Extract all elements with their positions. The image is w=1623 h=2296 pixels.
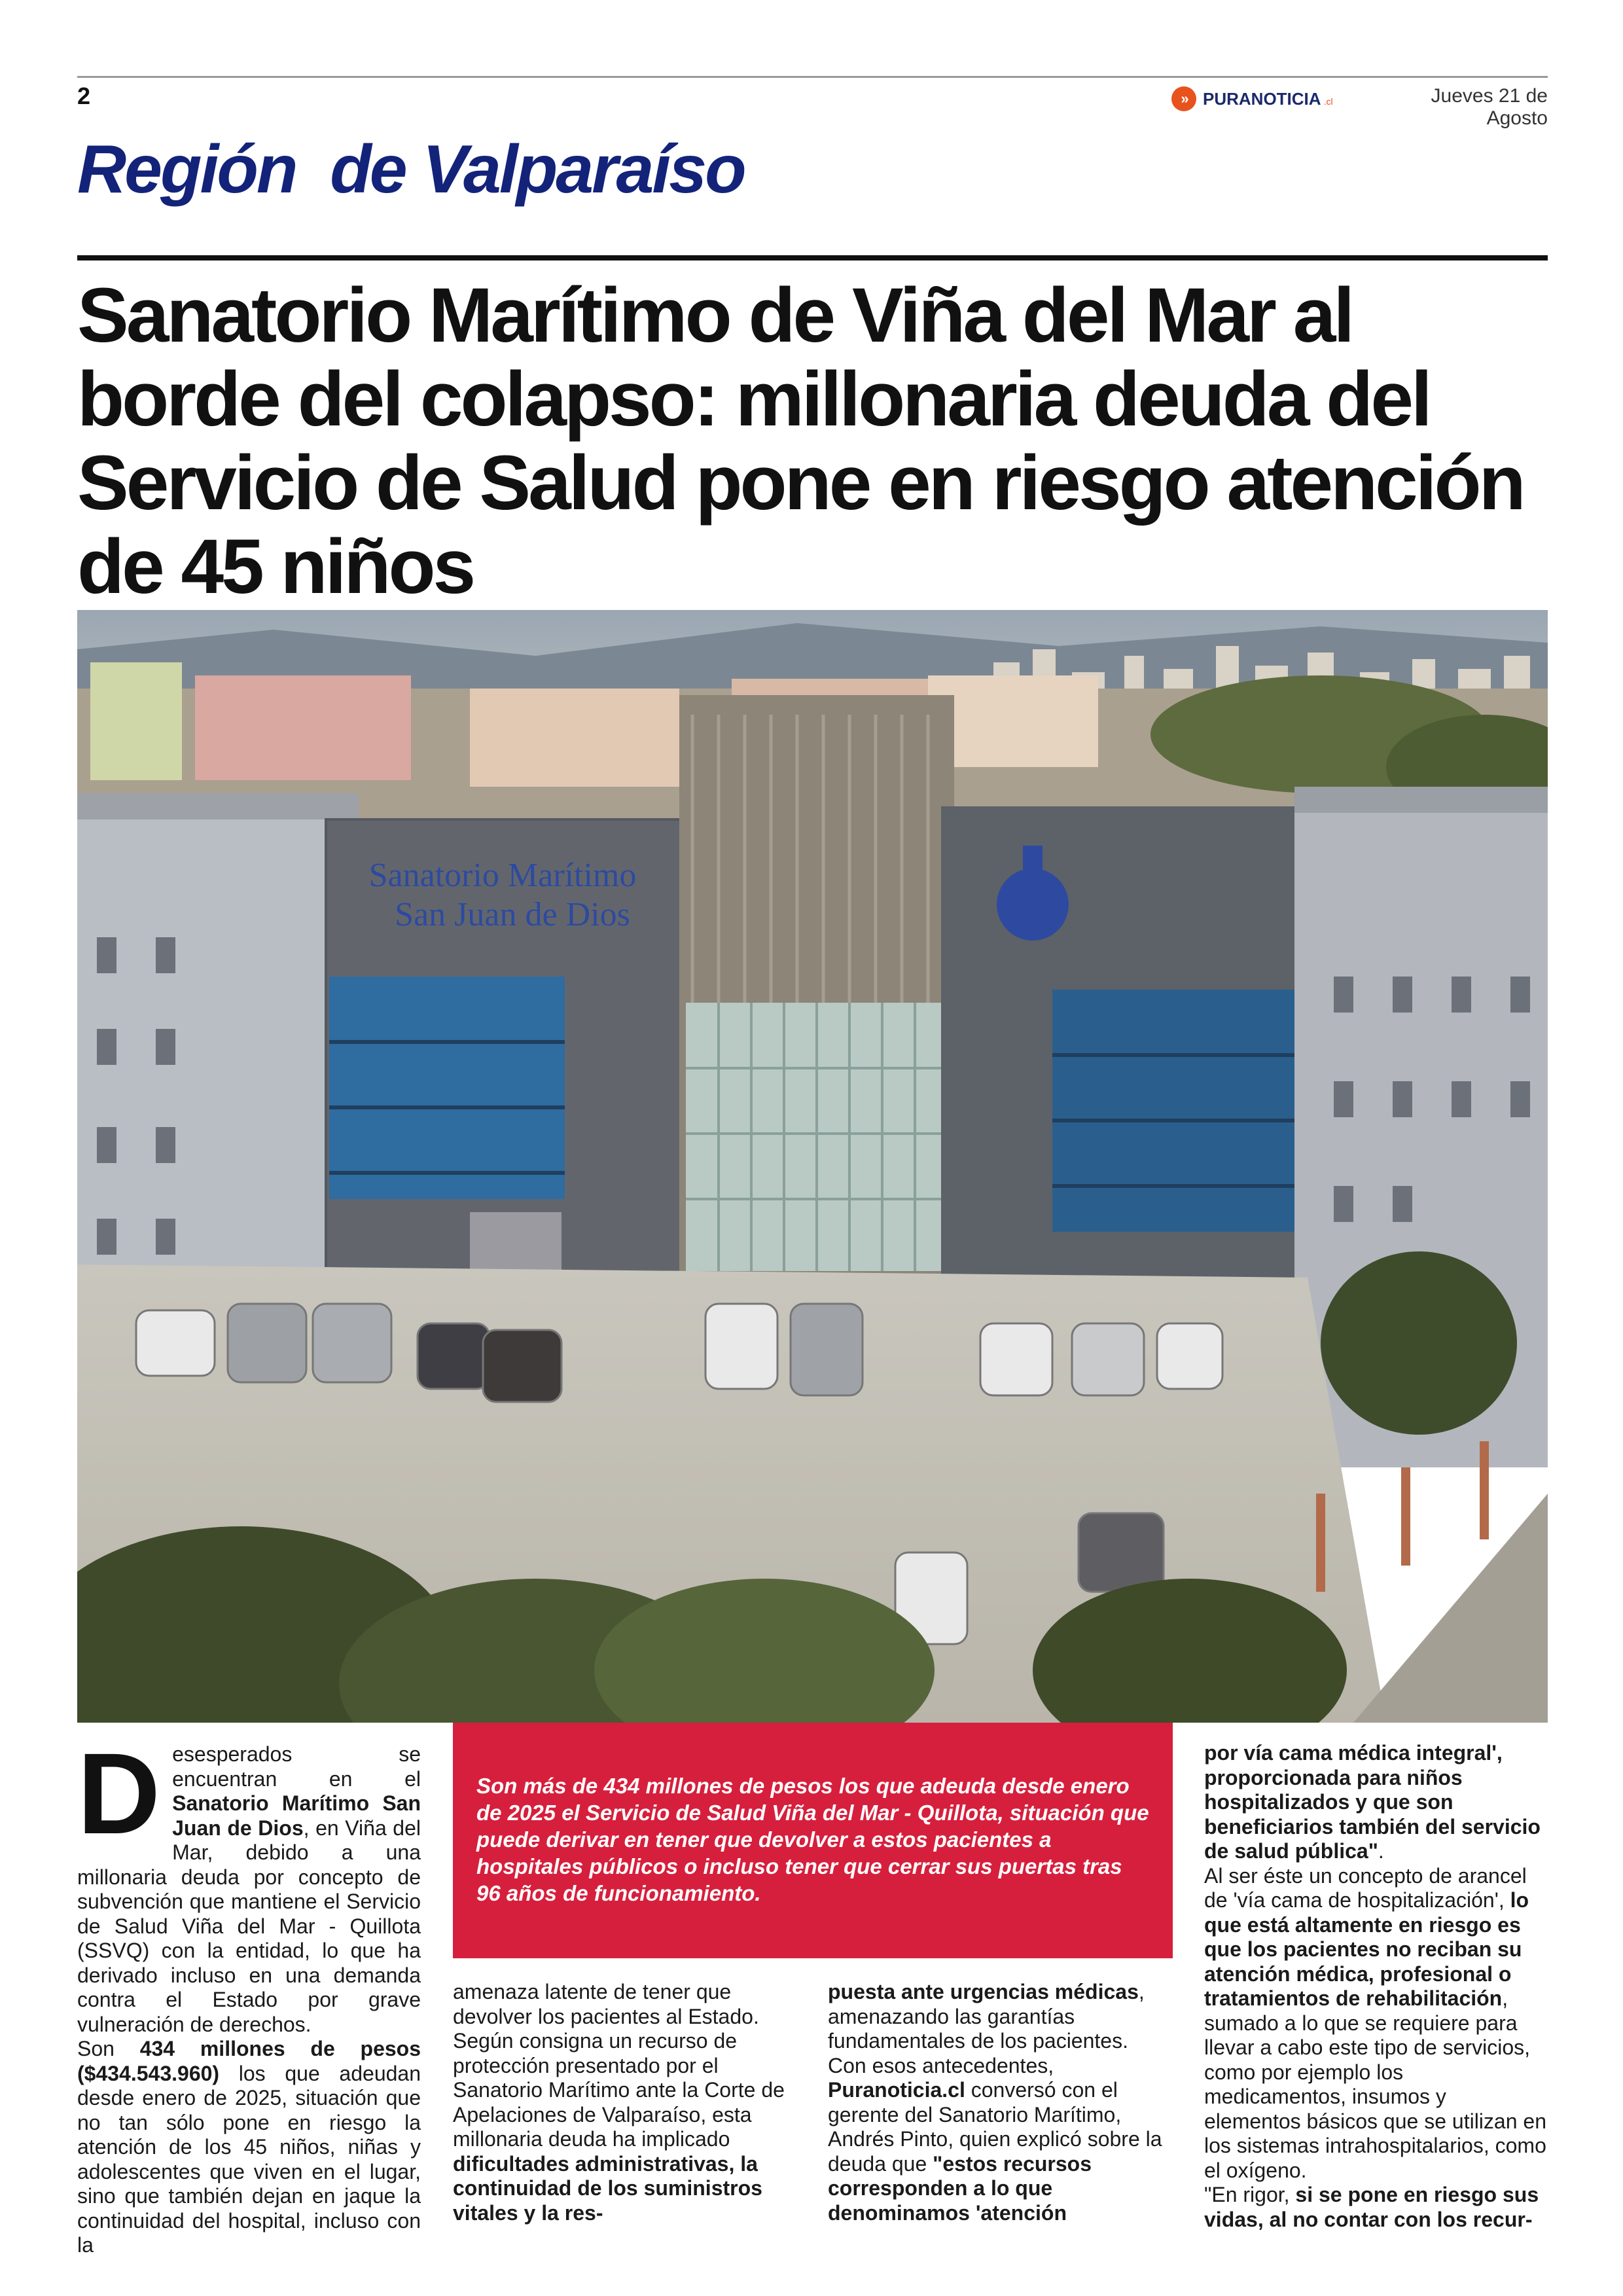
issue-date: Jueves 21 de Agosto [1431, 85, 1548, 129]
paragraph-2 [77, 2037, 421, 2258]
article-column-3 [828, 1980, 1175, 2225]
facade-sign-line1: Sanatorio Marítimo [368, 857, 637, 894]
bold-run: si se pone en riesgo sus vidas, al no contar con los recur- [1204, 2183, 1539, 2231]
headline-rule [77, 255, 1548, 260]
article-photo [77, 610, 1548, 1723]
paragraph [1204, 2183, 1548, 2232]
brand-tld: .cl [1323, 96, 1333, 107]
dropcap: D [77, 1730, 161, 1858]
bold-run: dificultades administrativas, la continuidad de los suministros vitales y la res- [453, 2151, 762, 2225]
paragraph [828, 2054, 1175, 2226]
brand-name: PURANOTICIA [1203, 88, 1321, 109]
facade-sign-line2: San Juan de Dios [395, 896, 630, 933]
paragraph [453, 2029, 796, 2225]
section-title: Región de Valparaíso [77, 132, 745, 207]
paragraph [1204, 1864, 1548, 2183]
crest-icon [997, 869, 1069, 941]
text-run: . [1378, 1839, 1384, 1863]
text-run: Son [77, 2037, 140, 2060]
article-column-4 [1204, 1741, 1548, 2232]
bold-run: puesta ante urgencias médicas [828, 1980, 1139, 2003]
article-headline: Sanatorio Marítimo de Viña del Mar al borde del colapso: millonaria deuda del Servicio de Salud pone en riesgo atención de 45 niños [77, 272, 1524, 610]
brand-logo [1171, 86, 1333, 111]
text-run: Al ser éste un concepto de arancel de 'vía cama de hospitalización', [1204, 1863, 1527, 1912]
top-rule [77, 76, 1548, 78]
paragraph: amenaza latente de tener que devolver los pacientes al Estado. [453, 1980, 759, 2028]
callout-box: Son más de 434 millones de pesos los que adeuda desde enero de 2025 el Servicio de Salud Viña del Mar - Quillota, situación que puede derivar en tener que devolver a estos pacientes a hospitales públicos o incluso tener que cerrar sus puertas tras 96 años de funcionamiento. [453, 1723, 1173, 1958]
article-column-2 [453, 1980, 796, 2225]
text-run: , amenazando las garantías fundamentales de los pacientes. [828, 1980, 1145, 2053]
bold-run: Sanatorio Marítimo San Juan de Dios [172, 1791, 421, 1840]
bold-run: "estos recursos corresponden a lo que denominamos 'atención [828, 2151, 1092, 2225]
text-run: Según consigna un recurso de protección presentado por el Sanatorio Marítimo ante la Corte de Apelaciones de Valparaíso, esta millonaria deuda ha implicado [453, 2029, 785, 2151]
paragraph [1204, 1741, 1548, 1864]
bold-run: lo que está altamente en riesgo es que los pacientes no reciban su atención médica, profesional o tratamientos de rehabilitación [1204, 1888, 1529, 2010]
text-run: los que adeudan desde enero de 2025, situación que no tan sólo pone en riesgo la atención de los 45 niños, niñas y adolescentes que viven en el lugar, sino que también dejan en jaque la continuidad del hospital, incluso con la [77, 2061, 421, 2257]
page-number: 2 [77, 82, 91, 109]
bold-run: por vía cama médica integral', proporcionada para niños hospitalizados y que son beneficiarios también del servicio de salud pública" [1204, 1741, 1541, 1863]
text-run: , sumado a lo que se requiere para llevar a cabo este tipo de servicios, como por ejemplo los medicamentos, insumos y elementos básicos que se utilizan en los sistemas intrahospitalarios, como el oxígeno. [1204, 1986, 1546, 2182]
chevron-right-icon: » [1171, 86, 1196, 111]
paragraph-1 [77, 1730, 421, 2037]
article-column-1 [77, 1730, 421, 2258]
text-run: conversó con el gerente del Sanatorio Marítimo, Andrés Pinto, quien explicó sobre la deuda que [828, 2078, 1162, 2176]
text-run: esesperados se encuentran en el [172, 1742, 421, 1791]
text-run: Con esos antecedentes, [828, 2053, 1054, 2077]
text-run: "En rigor, [1204, 2183, 1296, 2206]
text-run: , en Viña del Mar, debido a una millonaria deuda por concepto de subvención que mantiene el Servicio de Salud Viña del Mar - Quillota (SSVQ) con la entidad, lo que ha derivado incluso en una demanda contra el Estado por grave vulneración de derechos. [77, 1816, 421, 2036]
bold-run: Puranoticia.cl [828, 2078, 965, 2102]
bold-run: 434 millones de pesos ($434.543.960) [77, 2037, 421, 2085]
paragraph [828, 1980, 1175, 2054]
